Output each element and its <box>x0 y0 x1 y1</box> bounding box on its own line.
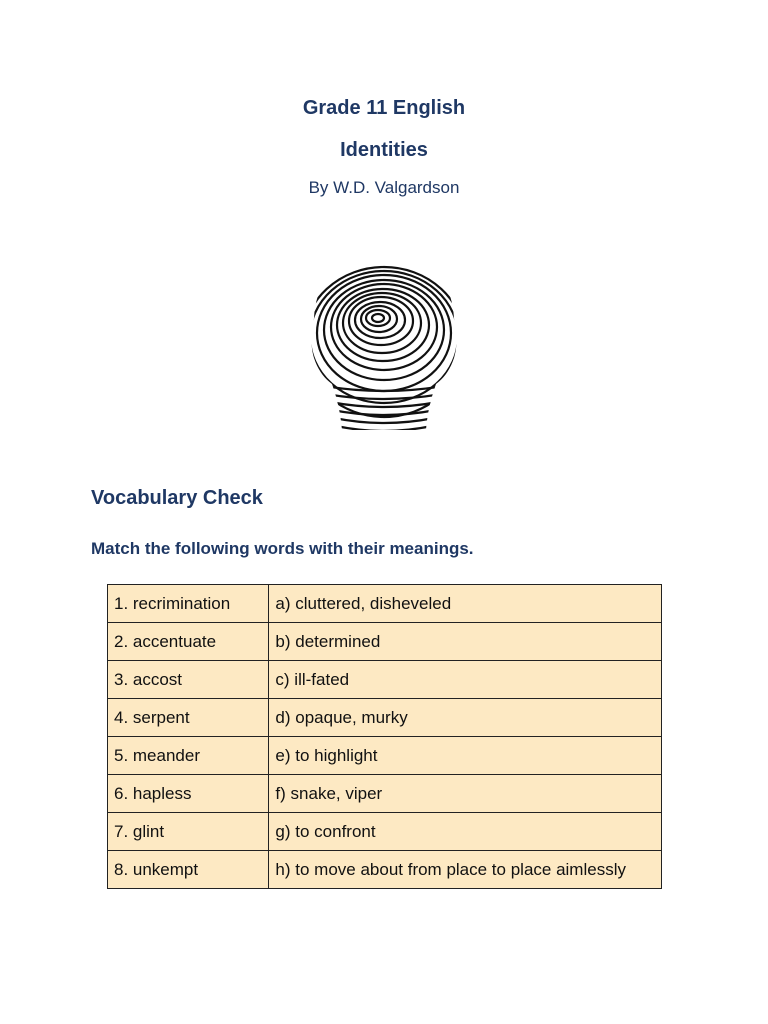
vocab-meaning: h) to move about from place to place aimlessly <box>269 851 662 889</box>
author-line: By W.D. Valgardson <box>308 178 460 197</box>
vocabulary-heading: Vocabulary Check <box>91 487 263 509</box>
matching-instruction: Match the following words with their meanings. <box>91 539 474 558</box>
fingerprint-head-icon <box>304 246 464 436</box>
vocab-meaning: d) opaque, murky <box>269 699 662 737</box>
vocab-word: 5. meander <box>108 737 269 775</box>
table-row <box>108 775 662 813</box>
vocab-word: 3. accost <box>108 661 269 699</box>
vocab-word: 7. glint <box>108 813 269 851</box>
course-title: Grade 11 English <box>302 97 466 119</box>
vocab-meaning: g) to confront <box>269 813 662 851</box>
vocab-word: 6. hapless <box>108 775 269 813</box>
vocab-meaning: f) snake, viper <box>269 775 662 813</box>
table-row <box>108 699 662 737</box>
table-row <box>108 737 662 775</box>
table-row <box>108 585 662 623</box>
vocab-word: 2. accentuate <box>108 623 269 661</box>
table-row <box>108 851 662 889</box>
table-row <box>108 813 662 851</box>
vocab-meaning: e) to highlight <box>269 737 662 775</box>
story-title: Identities <box>340 139 428 161</box>
table-row <box>108 661 662 699</box>
vocab-word: 8. unkempt <box>108 851 269 889</box>
vocab-word: 1. recrimination <box>108 585 269 623</box>
vocab-meaning: b) determined <box>269 623 662 661</box>
vocabulary-table <box>107 584 662 889</box>
vocab-meaning: c) ill-fated <box>269 661 662 699</box>
table-row <box>108 623 662 661</box>
vocab-meaning: a) cluttered, disheveled <box>269 585 662 623</box>
vocab-word: 4. serpent <box>108 699 269 737</box>
